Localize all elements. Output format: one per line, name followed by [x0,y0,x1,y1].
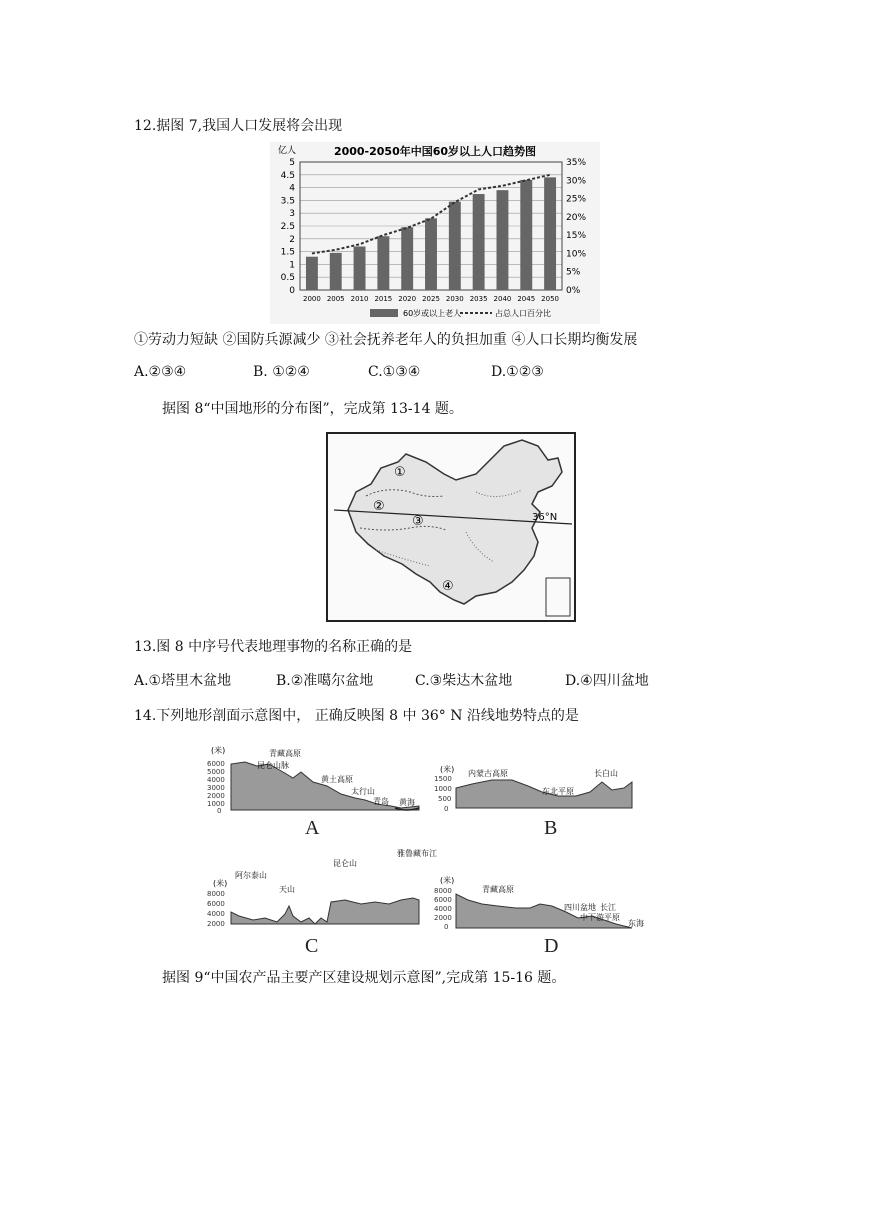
q12-option-c: C.①③④ [368,364,421,380]
profile-a-tick: 1000 [207,800,225,808]
chart-ytick-label: 2.5 [280,222,295,232]
map-marker-2: ② [373,499,385,514]
chart-y2tick-label: 10% [566,249,587,260]
chart-xtick-label: 2025 [422,295,440,303]
profile-d-tick: 2000 [434,914,452,922]
chart-bar [425,218,437,290]
profile-a-unit: (米) [211,746,226,755]
profile-b-letter: B [544,817,558,839]
chart-ytick-label: 1 [289,260,295,271]
profile-c-tick: 2000 [207,920,225,928]
chart-bar [544,177,556,290]
chart-xtick-label: 2005 [326,295,345,303]
profile-c-tick: 8000 [207,890,225,898]
profile-c-letter: C [305,935,319,957]
chart-y2tick-label: 5% [566,267,581,278]
profile-b [432,762,642,844]
profile-b-tick: 1000 [434,785,452,793]
profile-a-letter: A [305,817,320,839]
chart-bar [306,257,318,290]
chart-bar [520,180,532,290]
profile-a-label: 黄土高原 [321,775,353,784]
chart-ytick-label: 0.5 [280,273,295,284]
profile-a-tick: 2000 [207,792,225,800]
chart-bar [449,202,461,290]
chart-y2tick-label: 20% [566,212,587,223]
chart-xtick-label: 2030 [445,295,464,303]
map-marker-1: ① [394,465,406,480]
profile-a-label: 昆仑山脉 [257,761,289,770]
q12-option-b: B. ①②④ [253,364,310,380]
legend-line-label: 占总人口百分比 [495,309,551,318]
profile-a [205,742,430,842]
chart-bar [473,194,485,290]
chart-title: 2000-2050年中国60岁以上人口趋势图 [333,145,537,158]
chart-legend [370,308,551,318]
profile-c-label: 天山 [279,885,295,894]
chart-bar [401,227,413,290]
profile-d-label: 东海 [628,919,644,928]
profile-d-label: 青藏高原 [482,885,514,894]
figure8-intro: 据图 8“中国地形的分布图”，完成第 13-14 题。 [162,401,463,417]
chart-bar [377,236,389,290]
profile-d-label: 长江 [600,903,616,912]
chart-ytick-label: 1.5 [280,247,295,258]
profile-c-tick: 4000 [207,910,225,918]
profile-a-tick: 5000 [207,768,225,776]
q13-option-b: B.②准噶尔盆地 [276,673,374,689]
chart-xtick-label: 2000 [302,295,321,303]
profile-b-label: 东北平原 [542,787,574,796]
profile-d-label: 中下游平原 [580,913,620,922]
chart-bar [354,246,366,290]
chart-xtick-label: 2035 [469,295,488,303]
chart-ylabel: 亿人 [278,146,297,156]
profile-a-tick: 4000 [207,776,225,784]
profile-b-label: 内蒙古高原 [468,769,508,778]
profile-a-label: 青岛 [373,797,389,806]
profile-d-unit: (米) [440,876,455,885]
chart-xtick-label: 2020 [398,295,417,303]
profile-c-unit: (米) [213,879,228,888]
q13-option-d: D.④四川盆地 [565,673,649,689]
q12-statements: ①劳动力短缺 ②国防兵源减少 ③社会抚养老年人的负担加重 ④人口长期均衡发展 [134,332,638,348]
chart-bar [330,253,342,290]
profile-a-label: 黄海 [399,798,415,807]
chart-ytick-label: 2 [289,234,295,245]
legend-bar-swatch [370,309,398,317]
profile-c-label: 雅鲁藏布江 [397,849,437,858]
chart-bar [497,190,509,290]
profile-a-tick: 0 [217,807,222,815]
chart-y2tick-label: 35% [566,158,587,168]
chart-xtick-label: 2050 [541,295,560,303]
profile-c [205,846,437,958]
profile-d-tick: 8000 [434,887,452,895]
q13-option-c: C.③柴达木盆地 [415,673,513,689]
profile-b-label: 长白山 [594,769,618,778]
profile-c-label: 昆仑山 [333,859,357,868]
profile-a-label: 青藏高原 [269,749,301,758]
legend-bar-label: 60岁或以上老人 [403,309,462,318]
profile-c-tick: 6000 [207,900,225,908]
chart-ytick-label: 3.5 [280,196,295,207]
chart-xtick-label: 2010 [350,295,369,303]
profile-d-tick: 4000 [434,905,452,913]
profile-a-tick: 6000 [207,760,225,768]
chart-y2tick-label: 30% [566,176,587,187]
population-aging-chart [270,142,600,324]
profile-a-label: 太行山 [351,787,375,796]
map-marker-3: ③ [412,514,424,529]
profile-b-unit: (米) [440,765,455,774]
q12-option-d: D.①②③ [491,364,544,380]
profile-b-tick: 500 [438,795,452,803]
chart-y2tick-label: 0% [566,286,581,296]
q12-stem: 12.据图 7,我国人口发展将会出现 [134,118,343,134]
q13-option-a: A.①塔里木盆地 [134,673,232,689]
profile-d-tick: 6000 [434,896,452,904]
figure9-intro: 据图 9“中国农产品主要产区建设规划示意图”,完成第 15-16 题。 [162,970,566,986]
china-terrain-map [326,432,576,622]
latitude-label: 36°N [532,512,558,523]
profile-d-label: 四川盆地 [564,903,596,912]
chart-ytick-label: 5 [289,158,295,168]
chart-ytick-label: 4 [289,183,295,194]
chart-y2tick-label: 25% [566,194,587,205]
chart-y2tick-label: 15% [566,231,587,242]
profile-c-label: 阿尔泰山 [235,871,267,880]
profile-c-terrain [231,898,419,924]
chart-ytick-label: 3 [289,209,295,220]
profile-b-tick: 0 [444,805,449,813]
chart-ytick-label: 0 [289,286,295,296]
profile-a-tick: 3000 [207,784,225,792]
q13-stem: 13.图 8 中序号代表地理事物的名称正确的是 [134,639,413,655]
profile-d [432,872,657,958]
profile-d-tick: 0 [444,923,449,931]
profile-b-tick: 1500 [434,775,452,783]
chart-xtick-label: 2045 [517,295,536,303]
map-marker-4: ④ [442,579,454,594]
chart-ytick-label: 4.5 [280,170,295,181]
q14-stem: 14.下列地形剖面示意图中， 正确反映图 8 中 36° N 沿线地势特点的是 [134,708,579,724]
profile-d-letter: D [544,935,559,957]
q12-option-a: A.②③④ [134,364,187,380]
chart-xtick-label: 2040 [493,295,512,303]
chart-xtick-label: 2015 [374,295,393,303]
